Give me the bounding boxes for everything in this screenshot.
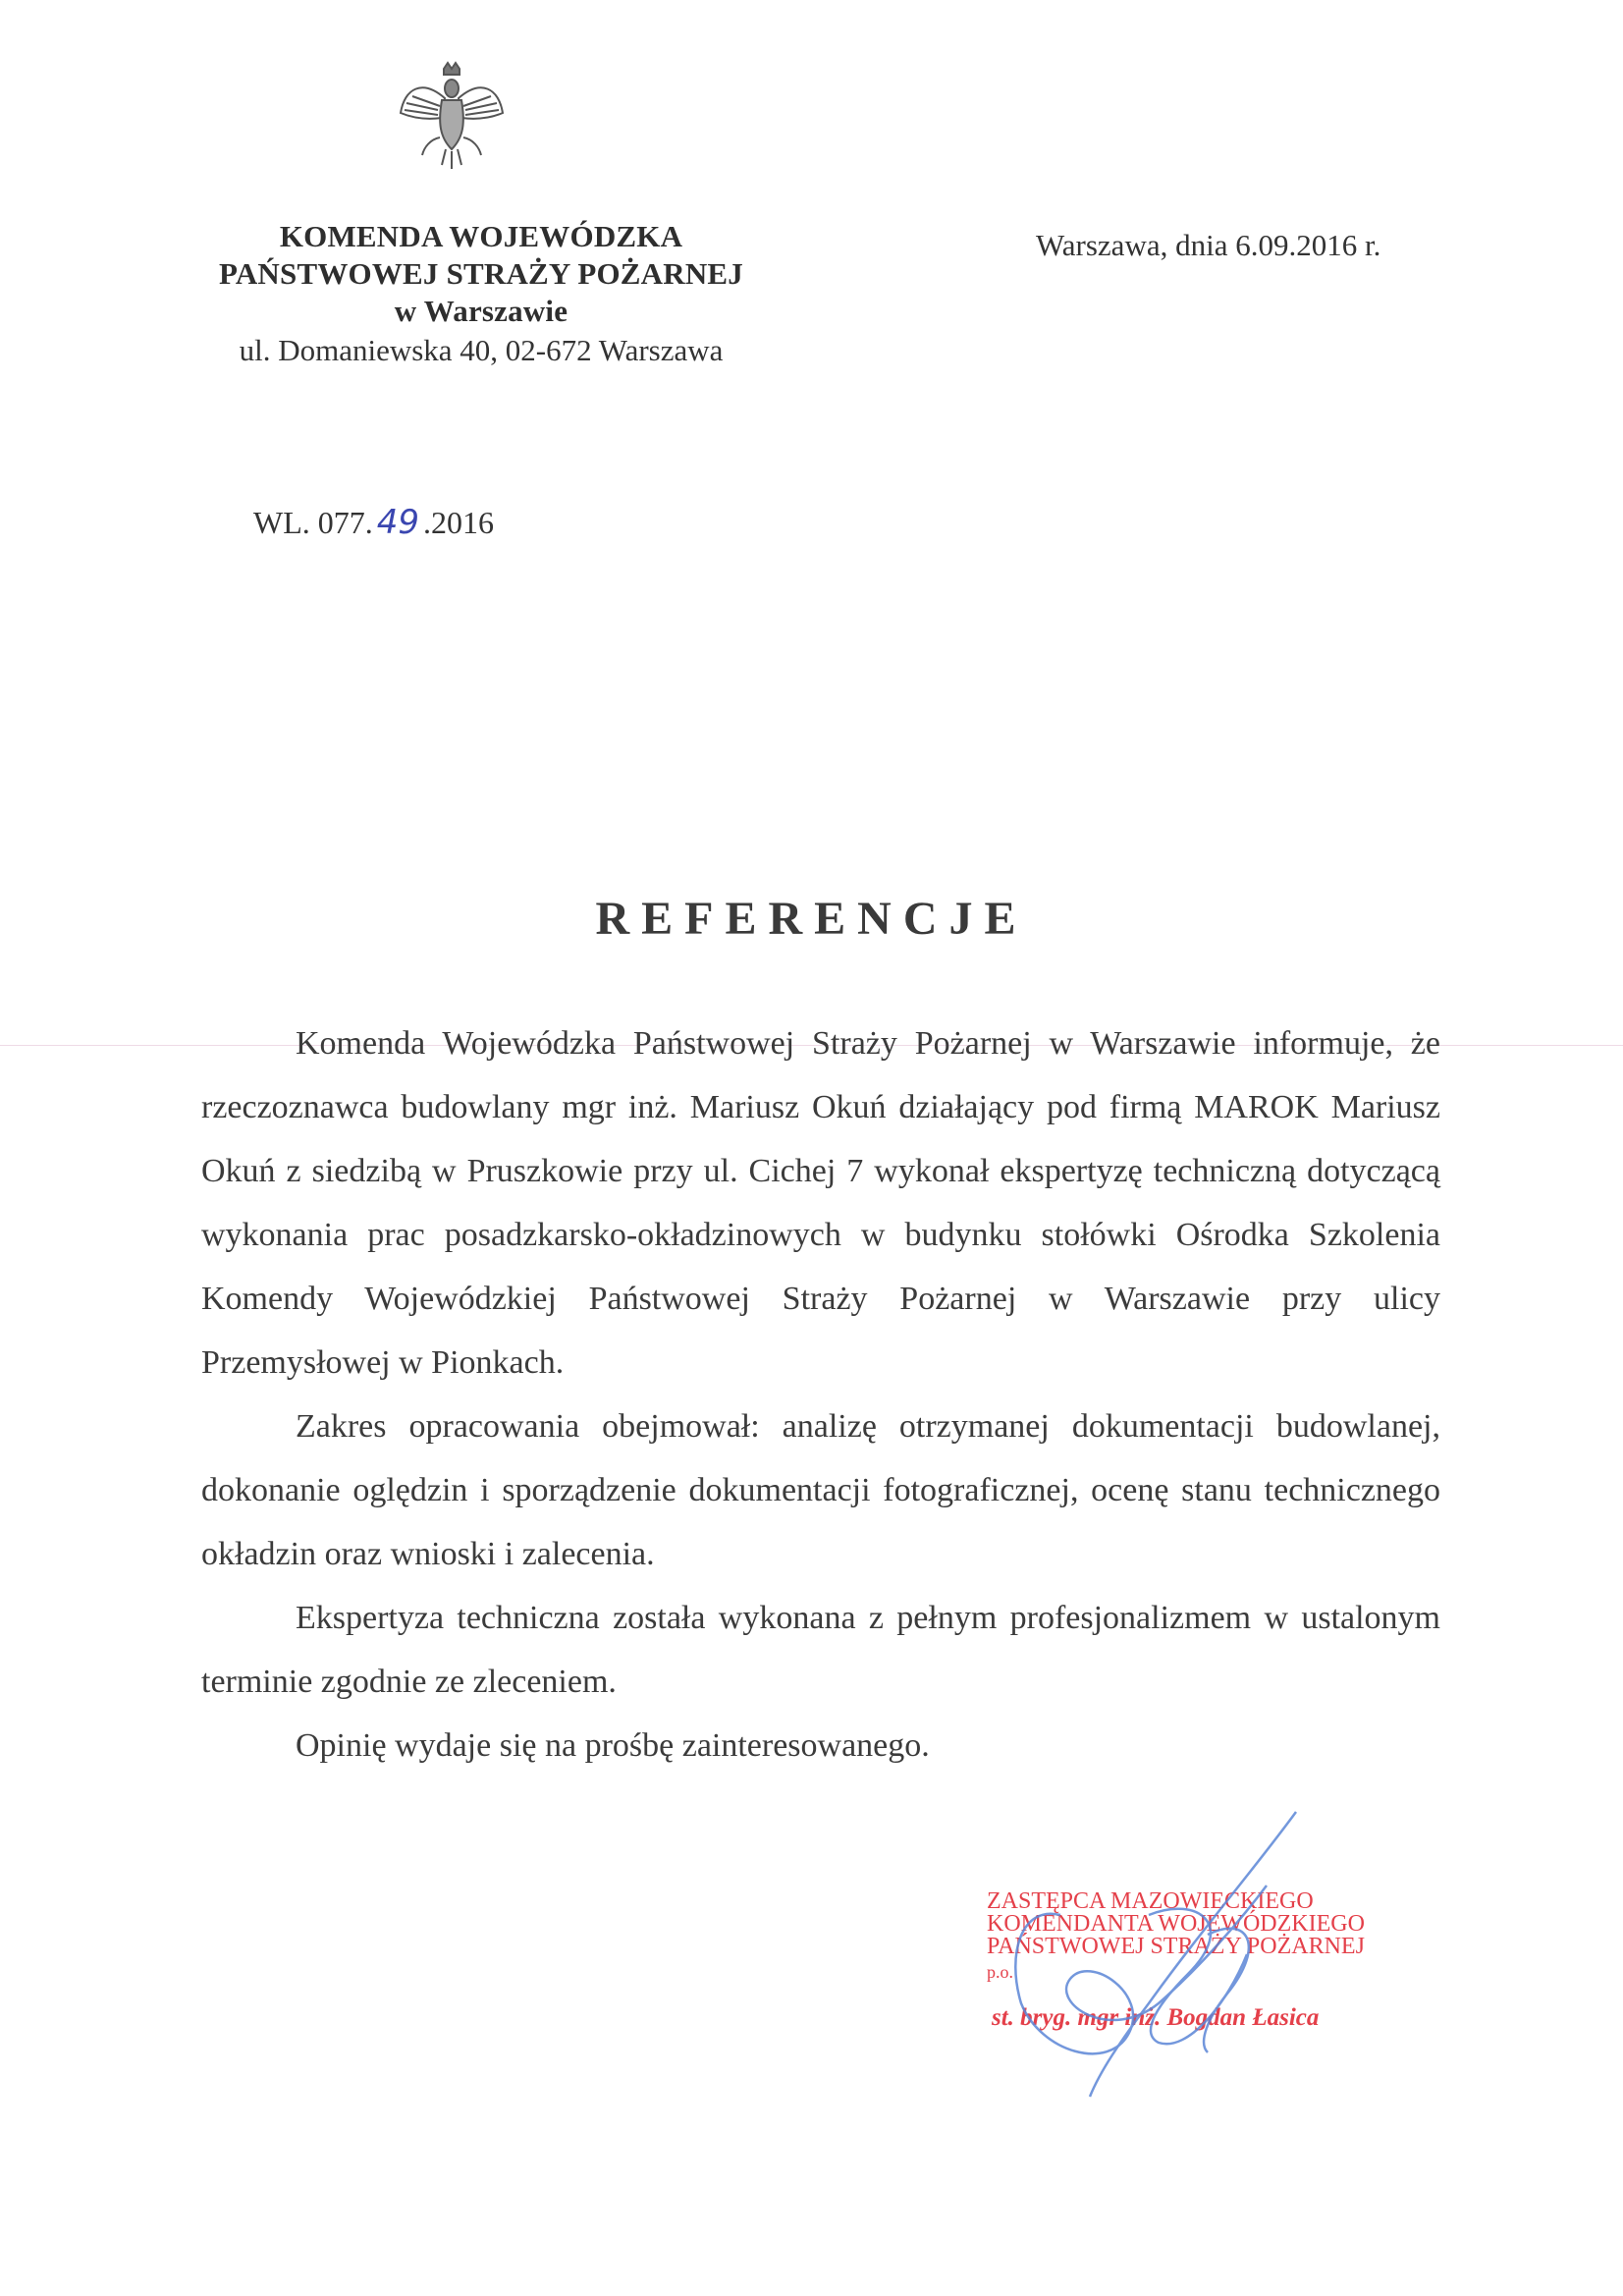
org-address: ul. Domaniewska 40, 02-672 Warszawa [239,333,724,367]
stamp-line3: PAŃSTWOWEJ STRAŻY POŻARNEJ [987,1934,1365,1959]
signatory-name: st. bryg. mgr inż. Bogdan Łasica [992,2004,1320,2031]
reference-prefix: WL. 077. [253,505,373,540]
document-title: REFERENCJE [595,893,1028,945]
letter-body [201,1011,1440,1777]
paragraph: Opinię wydaje się na prośbę zainteresowanego. [296,1727,930,1764]
letterhead [177,218,785,371]
stamp-po: p.o. [987,1962,1013,1982]
letter-date: Warszawa, dnia 6.09.2016 r. [1036,228,1381,262]
reference-number [253,503,494,542]
org-name-line2: PAŃSTWOWEJ STRAŻY POŻARNEJ [219,256,743,291]
paragraph: Komenda Wojewódzka Państwowej Straży Pożarnej w Warszawie informuje, że rzeczoznawca budowlany mgr inż. Mariusz Okuń działający pod firmą MAROK Mariusz Okuń z siedzibą w Pruszkowie przy ul. Cichej 7 wykonał ekspertyzę techniczną dotyczącą wykonania prac posadzkarsko-okładzinowych w budynku stołówki Ośrodka Szkolenia Komendy Wojewódzkiej Państwowej Straży Pożarnej w Warszawie przy ulicy Przemysłowej w Pionkach. [201,1025,1440,1381]
stamp-line2: KOMENDANTA WOJEWÓDZKIEGO [987,1911,1365,1937]
reference-handwritten-number: 49 [376,503,420,542]
reference-suffix: .2016 [423,505,495,540]
paragraph: Ekspertyza techniczna została wykonana z pełnym profesjonalizmem w ustalonym terminie zgodnie ze zleceniem. [201,1600,1440,1700]
org-city: w Warszawie [394,294,568,328]
org-name-line1: KOMENDA WOJEWÓDZKA [279,219,683,253]
official-stamp [987,1888,1365,2032]
polish-eagle-emblem-icon [393,59,511,177]
paragraph: Zakres opracowania obejmował: analizę otrzymanej dokumentacji budowlanej, dokonanie oględzin i sporządzenie dokumentacji fotograficznej, ocenę stanu technicznego okładzin oraz wnioski i zalecenia. [201,1408,1440,1572]
stamp-line1: ZASTĘPCA MAZOWIECKIEGO [987,1888,1314,1914]
